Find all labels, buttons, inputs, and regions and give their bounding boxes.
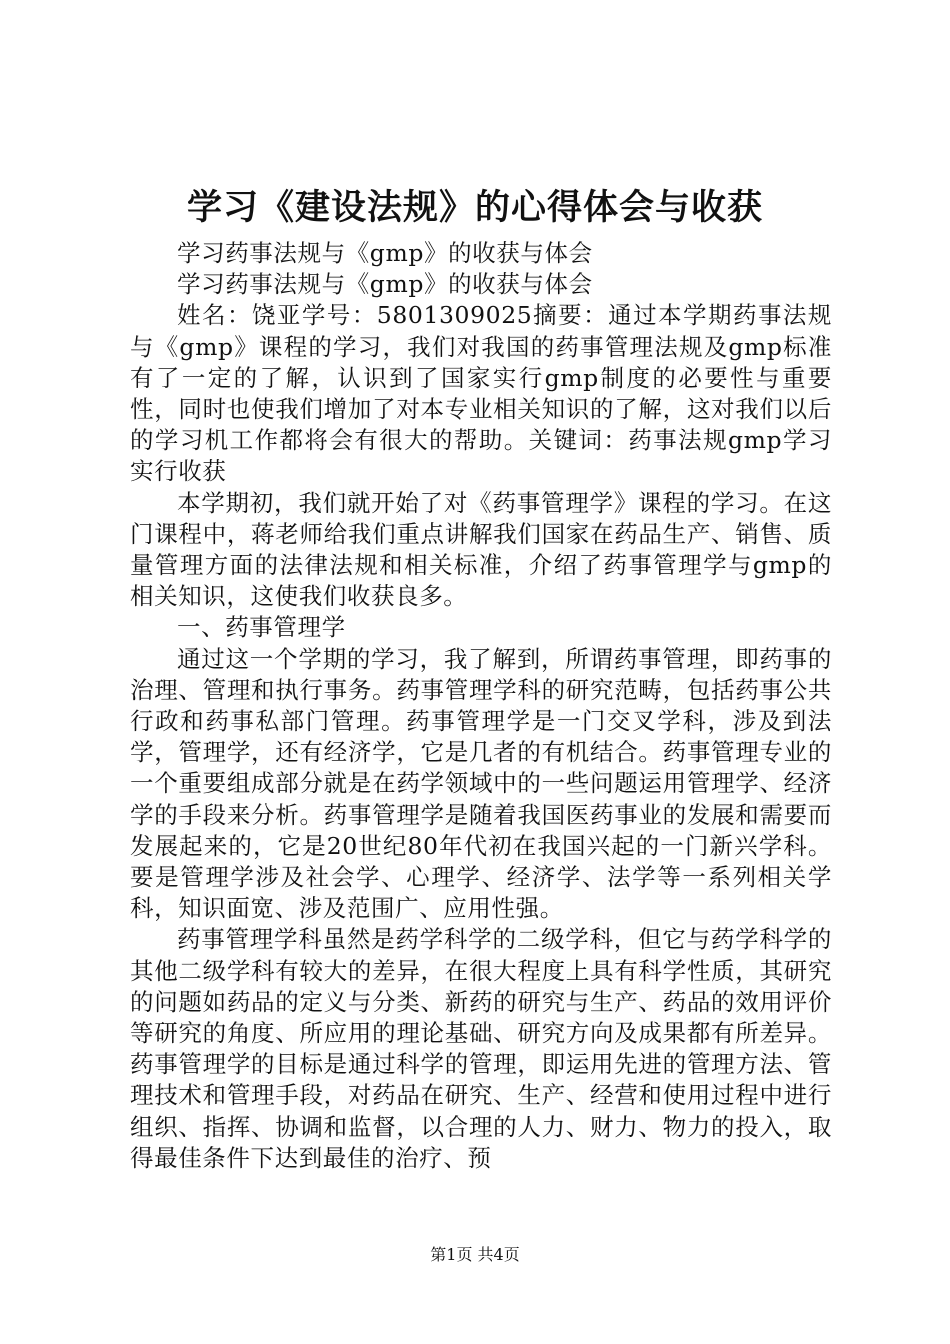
body-paragraph: 通过这一个学期的学习，我了解到，所谓药事管理，即药事的治理、管理和执行事务。药事管理学科的研究范畴，包括药事公共行政和药事私部门管理。药事管理学是一门交叉学科，涉及到法学，管理学，还有经济学，它是几者的有机结合。药事管理专业的一个重要组成部分就是在药学领域中的一些问题运用管理学、经济学的手段来分析。药事管理学是随着我国医药事业的发展和需要而发展起来的，它是20世纪80年代初在我国兴起的一门新兴学科。要是管理学涉及社会学、心理学、经济学、法学等一系列相关学科，知识面宽、涉及范围广、应用性强。 [130,644,832,923]
page-footer: 第1页 共4页 [430,1245,520,1264]
subtitle-line: 学习药事法规与《gmp》的收获与体会 [177,239,593,267]
page-title: 学习《建设法规》的心得体会与收获 [186,187,763,228]
section-heading: 一、药事管理学 [177,613,346,642]
subtitle-line: 学习药事法规与《gmp》的收获与体会 [177,270,593,299]
body-paragraph: 本学期初，我们就开始了对《药事管理学》课程的学习。在这门课程中，蒋老师给我们重点讲解我们国家在药品生产、销售、质量管理方面的法律法规和相关标准，介绍了药事管理学与gmp的相关知识，这使我们收获良多。 [130,488,832,611]
abstract-paragraph: 姓名：饶亚学号：5801309025摘要：通过本学期药事法规与《gmp》课程的学习，我们对我国的药事管理法规及gmp标准有了一定的了解，认识到了国家实行gmp制度的必要性与重要性，同时也使我们增加了对本专业相关知识的了解，这对我们以后的学习机工作都将会有很大的帮助。关键词：药事法规gmp学习实行收获 [130,301,832,486]
document-body [130,238,832,1174]
body-paragraph: 药事管理学科虽然是药学科学的二级学科，但它与药学科学的其他二级学科有较大的差异，在很大程度上具有科学性质，其研究的问题如药品的定义与分类、新药的研究与生产、药品的效用评价等研究的角度、所应用的理论基础、研究方向及成果都有所差异。药事管理学的目标是通过科学的管理，即运用先进的管理方法、管理技术和管理手段，对药品在研究、生产、经营和使用过程中进行组织、指挥、协调和监督，以合理的人力、财力、物力的投入，取得最佳条件下达到最佳的治疗、预 [130,925,832,1172]
